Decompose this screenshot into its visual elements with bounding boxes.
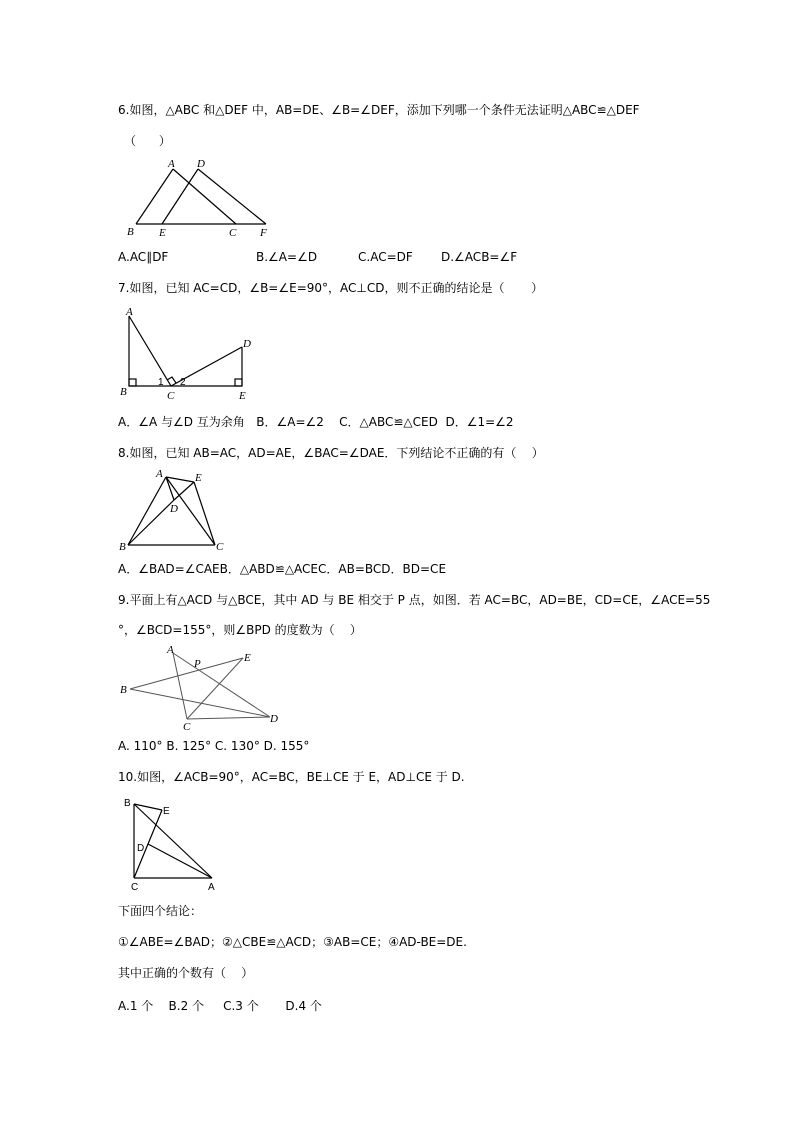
q9-segment-cd — [187, 717, 270, 719]
q9-label-p: P — [194, 658, 201, 670]
q7-label-angle-2: 2 — [180, 377, 186, 388]
q10-label-c: C — [131, 882, 139, 893]
q6-stem: 6.如图，△ABC 和△DEF 中，AB=DE、∠B=∠DEF，添加下列哪一个条件无法证明△ABC≌△DEF — [118, 103, 640, 117]
q10-conclusions: ①∠ABE=∠BAD；②△CBE≌△ACD；③AB=CE；④AD-BE=DE. — [118, 935, 467, 949]
q6-answer-paren: （ ） — [124, 134, 171, 148]
q6-option-c: C.AC=DF — [358, 250, 413, 264]
q9-stem-line2: °，∠BCD=155°，则∠BPD 的度数为（ ） — [118, 623, 362, 637]
q6-label-b: B — [127, 226, 134, 238]
q10-segment-ab — [134, 804, 212, 878]
q7-label-c: C — [167, 390, 175, 402]
q9-label-e: E — [244, 652, 251, 664]
q7-label-e: E — [239, 390, 246, 402]
q6-segment-df — [198, 169, 266, 224]
q8-label-e: E — [195, 472, 202, 484]
q9-options: A. 110° B. 125° C. 130° D. 155° — [118, 739, 310, 753]
q9-figure — [118, 642, 288, 734]
q10-segment-ad — [148, 844, 212, 878]
q8-label-c: C — [216, 541, 224, 553]
q6-label-a: A — [168, 158, 175, 170]
q6-segment-ac — [173, 169, 236, 224]
q9-label-d: D — [270, 713, 278, 725]
q6-label-d: D — [197, 158, 205, 170]
q7-stem: 7.如图，已知 AC=CD，∠B=∠E=90°，AC⊥CD，则不正确的结论是（ ） — [118, 281, 544, 295]
q10-segment-be — [134, 804, 162, 810]
q10-label-b: B — [124, 798, 131, 809]
q8-segment-de — [174, 482, 194, 500]
q10-label-a: A — [208, 882, 215, 893]
q8-options: A．∠BAD=∠CAEB．△ABD≌△ACEC．AB=BCD．BD=CE — [118, 562, 447, 576]
q10-label-e: E — [163, 806, 170, 817]
q7-right-angle-b — [129, 379, 136, 386]
q7-figure — [118, 303, 258, 403]
q6-label-f: F — [260, 227, 267, 239]
q9-label-a: A — [167, 644, 174, 656]
q7-label-a: A — [126, 306, 133, 318]
q10-label-d: D — [137, 843, 145, 854]
q8-label-a: A — [156, 468, 163, 480]
q10-question: 其中正确的个数有（ ） — [118, 966, 254, 980]
q7-right-angle-e — [235, 379, 242, 386]
q8-segment-bd — [128, 500, 174, 545]
q6-label-c: C — [229, 227, 237, 239]
q7-segment-ac — [129, 316, 171, 386]
q9-stem-line1: 9.平面上有△ACD 与△BCE，其中 AD 与 BE 相交于 P 点，如图．若 AC=BC，AD=BE，CD=CE，∠ACE=55 — [118, 593, 711, 607]
q8-segment-ab — [128, 477, 166, 545]
q8-segment-ad — [166, 477, 174, 500]
q10-options: A.1 个 B.2 个 C.3 个 D.4 个 — [118, 999, 322, 1013]
q7-label-angle-1: 1 — [158, 377, 164, 388]
q8-label-b: B — [119, 541, 126, 553]
q6-option-d: D.∠ACB=∠F — [441, 250, 518, 264]
q6-option-b: B.∠A=∠D — [256, 250, 318, 264]
q7-options: A．∠A 与∠D 互为余角 B．∠A=∠2 C．△ABC≌△CED D．∠1=∠2 — [118, 415, 514, 429]
q9-segment-ac — [173, 653, 187, 719]
q9-label-c: C — [183, 721, 191, 733]
q8-segment-ae — [166, 477, 194, 482]
q8-figure — [118, 466, 238, 554]
q9-label-b: B — [120, 684, 127, 696]
q10-intro: 下面四个结论： — [118, 904, 203, 918]
q10-stem: 10.如图，∠ACB=90°，AC=BC，BE⊥CE 于 E，AD⊥CE 于 D. — [118, 770, 465, 784]
q8-segment-ec — [194, 482, 215, 545]
q7-label-b: B — [120, 386, 127, 398]
q10-figure — [118, 792, 228, 894]
q6-option-a: A.AC∥DF — [118, 250, 169, 264]
q6-figure — [118, 156, 288, 240]
q8-stem: 8.如图，已知 AB=AC，AD=AE，∠BAC=∠DAE．下列结论不正确的有（ ） — [118, 446, 544, 460]
q9-segment-be — [130, 658, 243, 689]
q8-label-d: D — [170, 503, 178, 515]
q6-label-e: E — [159, 227, 166, 239]
q7-label-d: D — [243, 338, 251, 350]
